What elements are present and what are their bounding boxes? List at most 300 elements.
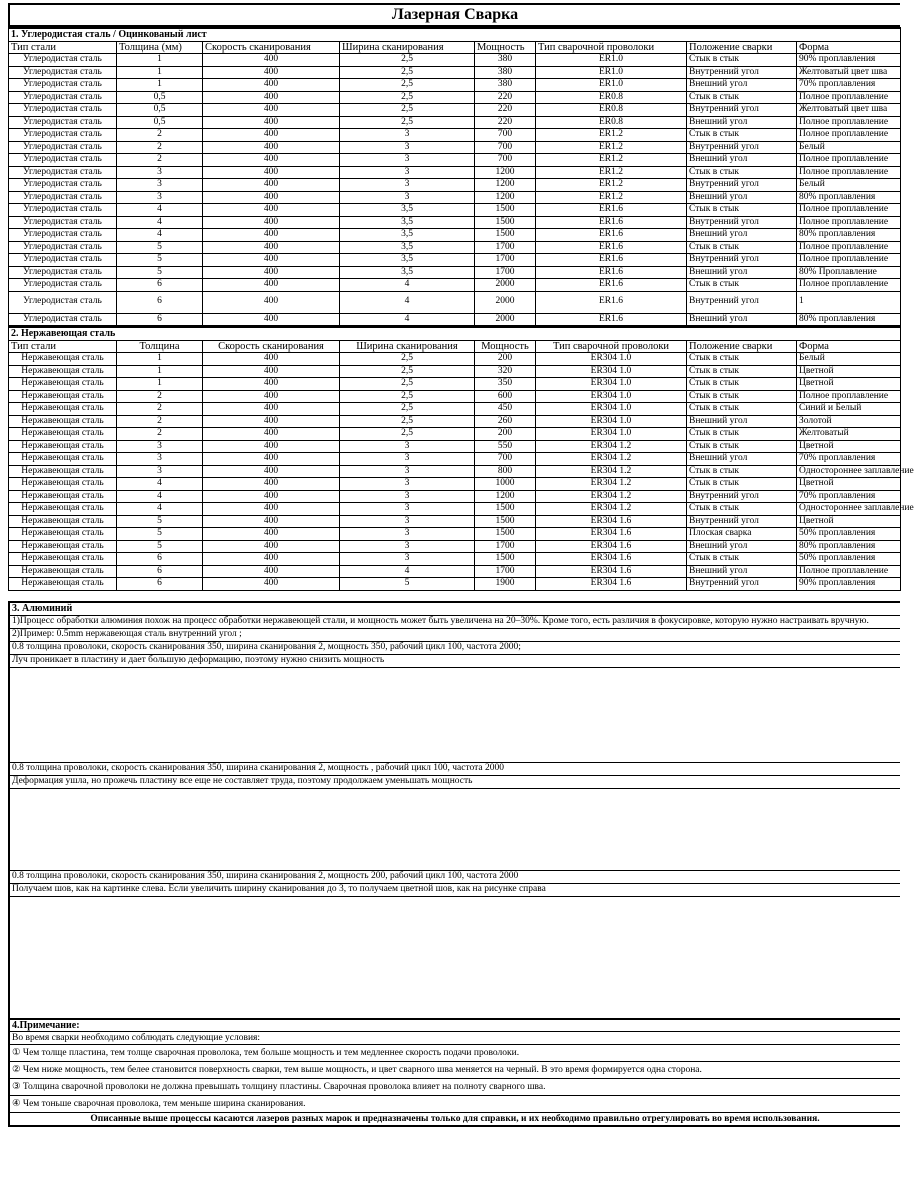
table-cell: 3 xyxy=(340,141,475,154)
table-cell: 2000 xyxy=(475,313,536,326)
table-cell: Стык в стык xyxy=(687,91,797,104)
table-cell: 400 xyxy=(203,365,340,378)
page-title: Лазерная Сварка xyxy=(8,3,900,27)
table-cell: 3 xyxy=(340,503,475,516)
table-cell: 5 xyxy=(117,515,203,528)
table-cell: 400 xyxy=(203,116,340,129)
table-cell: 0,5 xyxy=(117,116,203,129)
stainless-section-heading: 2. Нержавеющая сталь xyxy=(9,327,901,340)
table-row xyxy=(9,403,901,416)
table-cell: Нержавеющая сталь xyxy=(9,478,117,491)
table-cell: Золотой xyxy=(797,415,901,428)
table-cell: 400 xyxy=(203,478,340,491)
table-cell: 2 xyxy=(117,415,203,428)
stainless-header-row xyxy=(9,340,901,353)
table-cell: 400 xyxy=(203,79,340,92)
table-cell: 400 xyxy=(203,129,340,142)
table-cell: ER304 1.0 xyxy=(536,378,687,391)
table-cell: 1000 xyxy=(475,478,536,491)
table-cell: Нержавеющая сталь xyxy=(9,390,117,403)
table-row xyxy=(9,229,901,242)
table-cell: 2000 xyxy=(475,291,536,313)
table-cell: 2,5 xyxy=(340,104,475,117)
table-cell: 4 xyxy=(117,204,203,217)
table-cell: 200 xyxy=(475,428,536,441)
table-cell: Внешний угол xyxy=(687,415,797,428)
table-cell: 400 xyxy=(203,353,340,366)
table-cell: 2,5 xyxy=(340,365,475,378)
table-cell: 400 xyxy=(203,279,340,292)
table-row xyxy=(9,91,901,104)
table-row xyxy=(9,440,901,453)
table-cell: Углеродистая сталь xyxy=(9,204,117,217)
table-cell: Углеродистая сталь xyxy=(9,313,117,326)
table-cell: 2,5 xyxy=(340,353,475,366)
table-cell: 2 xyxy=(117,428,203,441)
table-row xyxy=(9,378,901,391)
table-cell: 700 xyxy=(475,129,536,142)
table-cell: 400 xyxy=(203,490,340,503)
table-cell: ER1.6 xyxy=(536,241,687,254)
table-cell: 400 xyxy=(203,503,340,516)
table-cell: 400 xyxy=(203,54,340,67)
table-cell: Цветной xyxy=(797,378,901,391)
table-cell: 2 xyxy=(117,141,203,154)
table-cell: Внешний угол xyxy=(687,116,797,129)
table-cell: Желтоватый цвет шва xyxy=(797,104,901,117)
table-cell: Желтоватый цвет шва xyxy=(797,66,901,79)
table-cell: ER304 1.0 xyxy=(536,353,687,366)
table-row xyxy=(9,578,901,591)
table-cell: Цветной xyxy=(797,515,901,528)
table-cell: 220 xyxy=(475,91,536,104)
table-row xyxy=(9,365,901,378)
table-cell: Нержавеющая сталь xyxy=(9,565,117,578)
table-row xyxy=(9,415,901,428)
weld-sheet xyxy=(8,3,914,1127)
aluminum-intro-1: 1)Процесс обработки алюминия похож на процесс обработки нержавеющей стали, и мощность может быть увеличена на 20–30%. Кроме того, есть различия в фокусировке, которую нужно настраивать вручную. xyxy=(10,616,900,629)
table-cell: 6 xyxy=(117,313,203,326)
table-cell: Полное проплавление xyxy=(797,241,901,254)
table-row xyxy=(9,216,901,229)
table-cell: Стык в стык xyxy=(687,129,797,142)
table-cell: Нержавеющая сталь xyxy=(9,428,117,441)
table-cell: ER1.6 xyxy=(536,266,687,279)
table-cell: 400 xyxy=(203,104,340,117)
table-cell: Стык в стык xyxy=(687,403,797,416)
table-row xyxy=(9,565,901,578)
notes-intro: Во время сварки необходимо соблюдать следующие условия: xyxy=(10,1032,900,1045)
table-cell: 6 xyxy=(117,291,203,313)
table-cell: ER0.8 xyxy=(536,116,687,129)
table-cell: 1700 xyxy=(475,241,536,254)
table-cell: 2 xyxy=(117,390,203,403)
table-cell: Стык в стык xyxy=(687,428,797,441)
table-cell: 400 xyxy=(203,415,340,428)
table-cell: 3,5 xyxy=(340,254,475,267)
table-cell: 400 xyxy=(203,553,340,566)
table-cell: Внешний угол xyxy=(687,453,797,466)
table-cell: ER304 1.6 xyxy=(536,515,687,528)
table-cell: Нержавеющая сталь xyxy=(9,378,117,391)
table-cell: 80% проплавления xyxy=(797,229,901,242)
table-cell: ER1.0 xyxy=(536,79,687,92)
table-row xyxy=(9,515,901,528)
table-cell: 400 xyxy=(203,578,340,591)
table-row xyxy=(9,390,901,403)
table-cell: 2 xyxy=(117,403,203,416)
table-cell: 5 xyxy=(117,241,203,254)
table-cell: ER304 1.0 xyxy=(536,403,687,416)
table-cell: Стык в стык xyxy=(687,503,797,516)
table-cell: Синий и Белый xyxy=(797,403,901,416)
table-cell: Нержавеющая сталь xyxy=(9,465,117,478)
table-cell: ER304 1.2 xyxy=(536,465,687,478)
table-cell: ER1.6 xyxy=(536,313,687,326)
table-cell: 400 xyxy=(203,191,340,204)
step2-image-area xyxy=(10,789,900,871)
table-cell: 400 xyxy=(203,66,340,79)
stainless-column-header: Положение сварки xyxy=(687,340,797,353)
table-cell: Полное проплавление xyxy=(797,565,901,578)
table-row xyxy=(9,104,901,117)
table-cell: Внутренний угол xyxy=(687,104,797,117)
table-cell: ER1.6 xyxy=(536,291,687,313)
table-cell: ER1.2 xyxy=(536,166,687,179)
table-cell: 1700 xyxy=(475,254,536,267)
table-cell: Стык в стык xyxy=(687,390,797,403)
table-cell: Нержавеющая сталь xyxy=(9,515,117,528)
table-cell: ER1.2 xyxy=(536,191,687,204)
table-row xyxy=(9,141,901,154)
table-row xyxy=(9,129,901,142)
table-cell: 90% проплавления xyxy=(797,54,901,67)
table-cell: Полное проплавление xyxy=(797,279,901,292)
table-cell: 50% проплавления xyxy=(797,553,901,566)
table-cell: Нержавеющая сталь xyxy=(9,353,117,366)
table-cell: Стык в стык xyxy=(687,166,797,179)
carbon-column-header: Тип стали xyxy=(9,41,117,54)
table-cell: 220 xyxy=(475,104,536,117)
table-cell: 400 xyxy=(203,565,340,578)
step3-image-area xyxy=(10,897,900,1018)
table-cell: Углеродистая сталь xyxy=(9,104,117,117)
table-cell: Цветной xyxy=(797,365,901,378)
table-cell: ER304 1.6 xyxy=(536,578,687,591)
table-cell: Углеродистая сталь xyxy=(9,241,117,254)
step3-params: 0.8 толщина проволоки, скорость сканирования 350, ширина сканирования 2, мощность 200, рабочий цикл 100, частота 2000 xyxy=(10,871,900,884)
table-cell: 1 xyxy=(117,378,203,391)
table-cell: Нержавеющая сталь xyxy=(9,490,117,503)
table-cell: 2 xyxy=(117,154,203,167)
table-cell: 3 xyxy=(340,490,475,503)
table-cell: Углеродистая сталь xyxy=(9,179,117,192)
table-cell: 400 xyxy=(203,229,340,242)
table-cell: Стык в стык xyxy=(687,478,797,491)
table-cell: Нержавеющая сталь xyxy=(9,578,117,591)
table-cell: Нержавеющая сталь xyxy=(9,440,117,453)
table-cell: ER1.0 xyxy=(536,66,687,79)
table-cell: Углеродистая сталь xyxy=(9,79,117,92)
table-cell: Нержавеющая сталь xyxy=(9,528,117,541)
table-cell: 3,5 xyxy=(340,229,475,242)
table-cell: ER1.6 xyxy=(536,204,687,217)
table-cell: Внутренний угол xyxy=(687,216,797,229)
table-cell: Нержавеющая сталь xyxy=(9,503,117,516)
table-cell: 0,5 xyxy=(117,91,203,104)
table-cell: Полное проплавление xyxy=(797,166,901,179)
note-item-2: ② Чем ниже мощность, тем белее становится поверхность сварки, тем выше мощность, и цвет сварного шва меняется на черный. В это время формируется одна сторона. xyxy=(10,1062,900,1079)
table-row xyxy=(9,490,901,503)
table-cell: 380 xyxy=(475,66,536,79)
table-cell: 3 xyxy=(117,179,203,192)
table-cell: Полное проплавление xyxy=(797,390,901,403)
table-cell: 1200 xyxy=(475,166,536,179)
table-cell: Внешний угол xyxy=(687,565,797,578)
table-cell: ER0.8 xyxy=(536,91,687,104)
table-cell: 4 xyxy=(340,313,475,326)
table-cell: Внутренний угол xyxy=(687,291,797,313)
table-cell: Желтоватый xyxy=(797,428,901,441)
table-row xyxy=(9,204,901,217)
note-item-3: ③ Толщина сварочной проволоки не должна превышать толщину пластины. Сварочная проволока влияет на полноту сварного шва. xyxy=(10,1079,900,1096)
table-cell: 400 xyxy=(203,241,340,254)
table-cell: ER1.6 xyxy=(536,279,687,292)
table-cell: 1 xyxy=(117,54,203,67)
table-cell: Стык в стык xyxy=(687,365,797,378)
table-cell: 400 xyxy=(203,465,340,478)
table-cell: ER304 1.6 xyxy=(536,528,687,541)
table-cell: 0,5 xyxy=(117,104,203,117)
table-cell: 80% проплавления xyxy=(797,313,901,326)
table-cell: 5 xyxy=(117,254,203,267)
table-cell: 400 xyxy=(203,378,340,391)
carbon-column-header: Толщина (мм) xyxy=(117,41,203,54)
table-cell: Внешний угол xyxy=(687,266,797,279)
table-cell: Углеродистая сталь xyxy=(9,254,117,267)
table-cell: Нержавеющая сталь xyxy=(9,453,117,466)
table-cell: 1700 xyxy=(475,266,536,279)
stainless-column-header: Тип сварочной проволоки xyxy=(536,340,687,353)
table-cell: Полное проплавление xyxy=(797,116,901,129)
table-cell: Стык в стык xyxy=(687,353,797,366)
table-cell: ER304 1.2 xyxy=(536,503,687,516)
table-cell: ER304 1.2 xyxy=(536,440,687,453)
table-cell: ER1.2 xyxy=(536,129,687,142)
stainless-column-header: Ширина сканирования xyxy=(340,340,475,353)
table-cell: 400 xyxy=(203,540,340,553)
table-cell: 1 xyxy=(117,365,203,378)
aluminum-section-heading: 3. Алюминий xyxy=(10,603,900,616)
table-cell: 400 xyxy=(203,440,340,453)
table-cell: 3 xyxy=(340,515,475,528)
table-cell: ER0.8 xyxy=(536,104,687,117)
table-cell: 2,5 xyxy=(340,428,475,441)
table-cell: Цветной xyxy=(797,440,901,453)
table-cell: Стык в стык xyxy=(687,54,797,67)
table-cell: 80% проплавления xyxy=(797,191,901,204)
step1-params: 0.8 толщина проволоки, скорость сканирования 350, ширина сканирования 2, мощность 350, рабочий цикл 100, частота 2000; xyxy=(10,642,900,655)
table-cell: 4 xyxy=(117,490,203,503)
table-cell: 400 xyxy=(203,291,340,313)
table-cell: Стык в стык xyxy=(687,204,797,217)
table-cell: 400 xyxy=(203,141,340,154)
table-cell: 1500 xyxy=(475,216,536,229)
table-cell: 200 xyxy=(475,353,536,366)
table-cell: 2000 xyxy=(475,279,536,292)
table-cell: Углеродистая сталь xyxy=(9,216,117,229)
note-item-1: ① Чем толще пластина, тем толще сварочная проволока, тем больше мощность и тем медленнее скорость подачи проволоки. xyxy=(10,1045,900,1062)
table-cell: 3 xyxy=(117,453,203,466)
table-cell: ER304 1.0 xyxy=(536,390,687,403)
table-row xyxy=(9,154,901,167)
step3-note: Получаем шов, как на картинке слева. Если увеличить ширину сканирования до 3, то получаем цветной шов, как на рисунке справа xyxy=(10,884,900,897)
carbon-column-header: Тип сварочной проволоки xyxy=(536,41,687,54)
table-cell: Стык в стык xyxy=(687,553,797,566)
table-cell: 3 xyxy=(117,166,203,179)
table-cell: 2,5 xyxy=(340,91,475,104)
table-cell: Цветной xyxy=(797,478,901,491)
table-cell: 70% проплавления xyxy=(797,490,901,503)
table-cell: 1 xyxy=(117,66,203,79)
table-cell: Внутренний угол xyxy=(687,490,797,503)
table-cell: 400 xyxy=(203,154,340,167)
table-cell: Углеродистая сталь xyxy=(9,191,117,204)
table-cell: 4 xyxy=(117,216,203,229)
table-row xyxy=(9,313,901,326)
table-cell: 1700 xyxy=(475,565,536,578)
table-cell: 6 xyxy=(117,565,203,578)
table-cell: Одностороннее заплавление xyxy=(797,465,901,478)
table-cell: Стык в стык xyxy=(687,378,797,391)
table-cell: 50% проплавления xyxy=(797,528,901,541)
table-cell: 260 xyxy=(475,415,536,428)
stainless-steel-table xyxy=(8,326,914,591)
table-cell: 3,5 xyxy=(340,204,475,217)
table-cell: 550 xyxy=(475,440,536,453)
table-cell: Углеродистая сталь xyxy=(9,141,117,154)
table-row xyxy=(9,266,901,279)
table-row xyxy=(9,465,901,478)
table-cell: 3 xyxy=(340,478,475,491)
table-cell: Внешний угол xyxy=(687,191,797,204)
table-cell: 320 xyxy=(475,365,536,378)
table-cell: 1200 xyxy=(475,490,536,503)
table-cell: Нержавеющая сталь xyxy=(9,403,117,416)
table-cell: Внутренний угол xyxy=(687,578,797,591)
table-cell: 400 xyxy=(203,166,340,179)
table-cell: 6 xyxy=(117,578,203,591)
step2-note: Деформация ушла, но прожечь пластину все еще не составляет труда, поэтому продолжаем уменьшать мощность xyxy=(10,776,900,789)
table-cell: 3,5 xyxy=(340,266,475,279)
table-cell: 4 xyxy=(117,478,203,491)
table-row xyxy=(9,66,901,79)
table-row xyxy=(9,478,901,491)
table-cell: Внешний угол xyxy=(687,313,797,326)
table-cell: Углеродистая сталь xyxy=(9,229,117,242)
table-cell: 5 xyxy=(117,266,203,279)
table-cell: ER1.6 xyxy=(536,216,687,229)
table-cell: 2,5 xyxy=(340,54,475,67)
table-cell: ER1.0 xyxy=(536,54,687,67)
table-cell: 3,5 xyxy=(340,241,475,254)
table-cell: 1500 xyxy=(475,204,536,217)
table-cell: 380 xyxy=(475,54,536,67)
table-cell: ER1.6 xyxy=(536,254,687,267)
table-cell: ER1.6 xyxy=(536,229,687,242)
table-cell: 3 xyxy=(340,553,475,566)
carbon-column-header: Положение сварки xyxy=(687,41,797,54)
table-cell: Полное проплавление xyxy=(797,204,901,217)
table-cell: 400 xyxy=(203,515,340,528)
table-cell: 5 xyxy=(340,578,475,591)
table-cell: 400 xyxy=(203,528,340,541)
table-cell: Углеродистая сталь xyxy=(9,166,117,179)
table-cell: 3 xyxy=(117,191,203,204)
table-cell: 1200 xyxy=(475,191,536,204)
table-cell: ER304 1.6 xyxy=(536,565,687,578)
table-cell: 400 xyxy=(203,204,340,217)
table-cell: Внутренний угол xyxy=(687,254,797,267)
table-cell: Углеродистая сталь xyxy=(9,116,117,129)
table-cell: 80% проплавления xyxy=(797,540,901,553)
table-cell: 1 xyxy=(797,291,901,313)
stainless-column-header: Мощность xyxy=(475,340,536,353)
table-cell: 350 xyxy=(475,378,536,391)
notes-heading: 4.Примечание: xyxy=(10,1018,900,1032)
table-row xyxy=(9,191,901,204)
table-cell: Внешний угол xyxy=(687,540,797,553)
table-cell: 3 xyxy=(340,179,475,192)
table-cell: 1 xyxy=(117,353,203,366)
table-row xyxy=(9,241,901,254)
table-cell: 3 xyxy=(340,528,475,541)
step2-params: 0.8 толщина проволоки, скорость сканирования 350, ширина сканирования 2, мощность , рабочий цикл 100, частота 2000 xyxy=(10,763,900,776)
table-cell: 3,5 xyxy=(340,216,475,229)
table-cell: Стык в стык xyxy=(687,241,797,254)
carbon-column-header: Мощность xyxy=(475,41,536,54)
table-cell: Внутренний угол xyxy=(687,515,797,528)
table-cell: 1200 xyxy=(475,179,536,192)
table-row xyxy=(9,116,901,129)
table-cell: 3 xyxy=(340,191,475,204)
step1-image-area xyxy=(10,668,900,763)
table-cell: Полное проплавление xyxy=(797,254,901,267)
table-cell: 2,5 xyxy=(340,403,475,416)
note-item-4: ④ Чем тоньше сварочная проволока, тем меньше ширина сканирования. xyxy=(10,1096,900,1113)
table-cell: ER304 1.2 xyxy=(536,453,687,466)
table-cell: Внешний угол xyxy=(687,79,797,92)
table-cell: Стык в стык xyxy=(687,279,797,292)
table-cell: Углеродистая сталь xyxy=(9,91,117,104)
table-cell: 2,5 xyxy=(340,66,475,79)
table-row xyxy=(9,453,901,466)
table-cell: 220 xyxy=(475,116,536,129)
table-cell: ER304 1.6 xyxy=(536,553,687,566)
table-cell: 400 xyxy=(203,216,340,229)
table-cell: Стык в стык xyxy=(687,465,797,478)
table-cell: 800 xyxy=(475,465,536,478)
table-cell: Полное проплавление xyxy=(797,129,901,142)
table-cell: 2,5 xyxy=(340,116,475,129)
table-cell: 400 xyxy=(203,453,340,466)
table-cell: Белый xyxy=(797,353,901,366)
table-row xyxy=(9,179,901,192)
table-cell: 1500 xyxy=(475,553,536,566)
table-cell: ER1.2 xyxy=(536,141,687,154)
table-cell: Полное проплавление xyxy=(797,154,901,167)
table-row xyxy=(9,54,901,67)
